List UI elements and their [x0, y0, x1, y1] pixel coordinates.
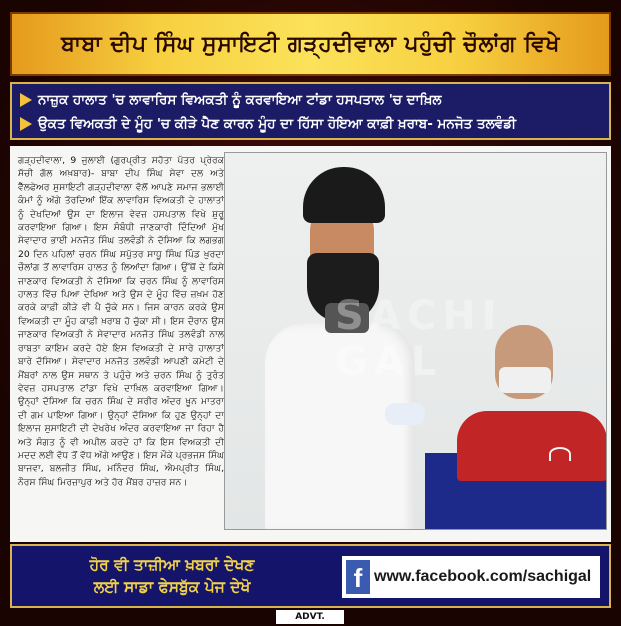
photo-watermark: SACHI GAL	[335, 293, 503, 385]
headline: ਬਾਬਾ ਦੀਪ ਸਿੰਘ ਸੁਸਾਇਟੀ ਗੜ੍ਹਦੀਵਾਲਾ ਪਹੁੰਚੀ ਚੌਲਾਂਗ ਵਿਖੇ	[61, 31, 560, 57]
facebook-promo-bar	[10, 544, 611, 608]
facebook-link[interactable]	[342, 556, 600, 598]
promo-line-1: ਹੋਰ ਵੀ ਤਾਜ਼ੀਆ ਖ਼ਬਰਾਂ ਦੇਖਣ	[89, 556, 255, 574]
sub-headline-text: ਨਾਜ਼ੁਕ ਹਾਲਾਤ 'ਚ ਲਾਵਾਰਿਸ ਵਿਅਕਤੀ ਨੂੰ ਕਰਵਾਇਆ ਟਾਂਡਾ ਹਸਪਤਾਲ 'ਚ ਦਾਖ਼ਿਲ	[38, 92, 442, 108]
article-body: ਗੜ੍ਹਦੀਵਾਲਾ, 9 ਜੁਲਾਈ (ਗੁਰਪ੍ਰੀਤ ਸਹੋਤਾ ਪੱਤਰ ਪ੍ਰੇਰਕ ਸੱਚੀ ਗੱਲ ਅਖ਼ਬਾਰ)- ਬਾਬਾ ਦੀਪ ਸਿੰਘ ਸੇਵਾ ਦਲ ਅਤੇ ਵੈੱਲਫੇਅਰ ਸੁਸਾਇਟੀ ਗੜ੍ਹਦੀਵਾਲਾ ਵੱਲੋਂ ਆਪਣੇ ਸਮਾਜ ਭਲਾਈ ਕੰਮਾਂ ਨੂੰ ਅੱਗੇ ਤੋਰਦਿਆਂ ਇੱਕ ਲਾਵਾਰਿਸ ਵਿਅਕਤੀ ਦੇ ਹਾਲਾਤਾਂ ਨੂੰ ਦੇਖਦਿਆਂ ਉਸ ਦਾ ਇਲਾਜ ਵੇਵਜ਼ ਹਸਪਤਾਲ ਵਿਖੇ ਸ਼ੁਰੂ ਕਰਵਾਇਆ ਗਿਆ। ਇਸ ਸੰਬੰਧੀ ਜਾਣਕਾਰੀ ਦਿੰਦਿਆਂ ਮੁੱਖ ਸੇਵਾਦਾਰ ਭਾਈ ਮਨਜੋਤ ਸਿੰਘ ਤਲਵੰਡੀ ਨੇ ਦੱਸਿਆ ਕਿ ਲਗਭਗ 20 ਦਿਨ ਪਹਿਲਾਂ ਚਰਨ ਸਿੰਘ ਸਪੁੱਤਰ ਸਾਧੂ ਸਿੰਘ ਪਿੰਡ ਖ਼ੁਰਦਾ ਚੌਲਾਂਗ ਤੋਂ ਲਾਵਾਰਿਸ ਹਾਲਤ ਨੂੰ ਲਿਆਂਦਾ ਗਿਆ। ਉੱਥੋਂ ਦੇ ਕਿਸੇ ਜਾਣਕਾਰ ਵਿਅਕਤੀ ਨੇ ਦੱਸਿਆ ਕਿ ਚਰਨ ਸਿੰਘ ਨੂੰ ਲਾਵਾਰਿਸ ਹਾਲਤ ਵਿੱਚ ਪਿਆ ਦੇਖਿਆ ਅਤੇ ਉਸ ਦੇ ਮੂੰਹ ਵਿੱਚ ਜ਼ਖ਼ਮ ਹੋਣ ਕਰਕੇ ਕਾਫ਼ੀ ਕੀੜੇ ਵੀ ਪੈ ਚੁੱਕੇ ਸਨ। ਜਿਸ ਕਾਰਨ ਕਰਕੇ ਉਸ ਵਿਅਕਤੀ ਦਾ ਮੂੰਹ ਕਾਫ਼ੀ ਖ਼ਰਾਬ ਹੋ ਚੁੱਕਾ ਸੀ। ਇਸ ਦੌਰਾਨ ਉਸ ਜਾਣਕਾਰ ਵਿਅਕਤੀ ਨੇ ਸੇਵਾਦਾਰ ਮਨਜੋਤ ਸਿੰਘ ਤਲਵੰਡੀ ਨਾਲ ਰਾਬਤਾ ਕਾਇਮ ਕਰਦੇ ਹੋਏ ਇਸ ਵਿਅਕਤੀ ਦੇ ਸਾਰੇ ਹਾਲਾਤਾਂ ਬਾਰੇ ਦੱਸਿਆ। ਸੇਵਾਦਾਰ ਮਨਜੋਤ ਤਲਵੰਡੀ ਆਪਣੀ ਕਮੇਟੀ ਦੇ ਮੈਂਬਰਾਂ ਨਾਲ ਉਸ ਸਥਾਨ ਤੇ ਪਹੁੰਚੇ ਅਤੇ ਚਰਨ ਸਿੰਘ ਨੂੰ ਤੁਰੰਤ ਵੇਵਜ਼ ਹਸਪਤਾਲ ਟਾਂਡਾ ਵਿਖੇ ਦਾਖ਼ਿਲ ਕਰਵਾਇਆ ਗਿਆ। ਉਨ੍ਹਾਂ ਦੱਸਿਆ ਕਿ ਚਰਨ ਸਿੰਘ ਦੇ ਸਰੀਰ ਅੰਦਰ ਖ਼ੂਨ ਮਾਤਰਾ ਦੀ ਗਮ ਪਾਇਆ ਗਿਆ। ਉਨ੍ਹਾਂ ਦੱਸਿਆ ਕਿ ਹੁਣ ਉਨ੍ਹਾਂ ਦਾ ਇਲਾਜ ਸੁਸਾਇਟੀ ਦੀ ਦੇਖਰੇਖ ਅੰਦਰ ਕਰਵਾਇਆ ਜਾ ਰਿਹਾ ਹੈ ਅਤੇ ਸੰਗਤ ਨੂੰ ਵੀ ਅਪੀਲ ਕਰਦੇ ਹਾਂ ਕਿ ਇਸ ਵਿਅਕਤੀ ਦੀ ਮਦਦ ਲਈ ਵੱਧ ਤੋਂ ਵੱਧ ਅੱਗੇ ਆਉਣ। ਇਸ ਮੌਕੇ ਪ੍ਰਭਜਸ ਸਿੰਘ ਬਾਜਵਾ, ਬਲਜੀਤ ਸਿੰਘ, ਮਨਿੰਦਰ ਸਿੰਘ, ਐਮਪ੍ਰੀਤ ਸਿੰਘ, ਨੌਰਸ ਸਿੰਘ ਮਿਰਜ਼ਾਪੁਰ ਅਤੇ ਹੋਰ ਮੈਂਬਰ ਹਾਜ਼ਰ ਸਨ।	[18, 155, 224, 488]
promo-line-2: ਲਈ ਸਾਡਾ ਫੇਸਬੁੱਕ ਪੇਜ ਦੇਖੋ	[93, 578, 251, 596]
sub-headline-banner	[10, 82, 611, 140]
arrow-bullet-icon	[20, 93, 32, 107]
glove	[385, 403, 425, 425]
arrow-bullet-icon	[20, 117, 32, 131]
sub-headline-1	[20, 88, 601, 112]
article-panel	[10, 146, 611, 542]
shirt-logo-icon	[549, 447, 571, 461]
sub-headline-text: ਉਕਤ ਵਿਅਕਤੀ ਦੇ ਮੂੰਹ 'ਚ ਕੀੜੇ ਪੈਣ ਕਾਰਨ ਮੂੰਹ ਦਾ ਹਿੱਸਾ ਹੋਇਆ ਕਾਫ਼ੀ ਖ਼ਰਾਬ- ਮਨਜੋਤ ਤਲਵੰਡੀ	[38, 116, 517, 132]
headline-banner	[10, 12, 611, 76]
sub-headline-2	[20, 112, 601, 136]
promo-text	[22, 554, 322, 598]
news-photo	[224, 152, 607, 530]
facebook-icon: f	[346, 560, 370, 594]
facebook-url[interactable]: www.facebook.com/sachigal	[374, 568, 592, 585]
patient-figure	[457, 411, 607, 481]
advt-label: ADVT.	[276, 610, 344, 624]
